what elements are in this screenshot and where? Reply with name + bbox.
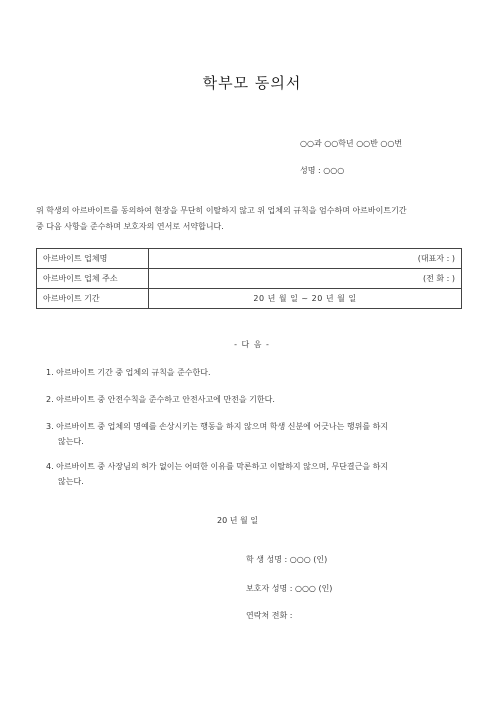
section-heading: - 다 음 - — [234, 340, 270, 349]
item-text: 1. 아르바이트 기간 중 업체의 규칙을 준수한다. — [46, 368, 211, 377]
representative-field: (대표자 : ) — [417, 254, 455, 263]
list-item — [46, 459, 456, 489]
employment-info-table — [36, 248, 462, 309]
table-row — [37, 269, 462, 289]
class-info: ○○과 ○○학년 ○○반 ○○번 — [300, 139, 403, 148]
table-row — [37, 249, 462, 269]
list-item — [46, 365, 456, 380]
item-text: 2. 아르바이트 중 안전수칙을 준수하고 안전사고에 만전을 기한다. — [46, 395, 275, 404]
student-signature-line: 학 생 성명 : ○○○ (인) — [246, 555, 328, 564]
item-text-continued: 않는다. — [58, 477, 84, 486]
work-period-field[interactable]: 20 년 월 일 ~ 20 년 월 일 — [149, 289, 462, 309]
student-name-line: 성명 : ○○○ — [300, 166, 345, 175]
item-text-continued: 않는다. — [58, 437, 84, 446]
work-period-label: 아르바이트 기간 — [37, 289, 149, 309]
parent-signature-line: 보호자 성명 : ○○○ (인) — [246, 584, 333, 593]
pledge-paragraph — [36, 203, 476, 235]
item-text: 4. 아르바이트 중 사장님의 허가 없이는 어떠한 이유를 막론하고 이탈하지 않으며, 무단결근을 하지 — [46, 462, 389, 471]
contact-phone-line: 연락처 전화 : — [246, 611, 293, 620]
document-title: 학부모 동의서 — [202, 74, 302, 92]
company-name-label: 아르바이트 업체명 — [37, 249, 149, 269]
phone-field: (전 화 : ) — [422, 274, 455, 283]
signing-date: 20 년 월 일 — [217, 516, 258, 525]
pledge-line-2: 중 다음 사항을 준수하며 보호자의 연서로 서약합니다. — [36, 222, 224, 231]
company-name-field[interactable] — [149, 249, 462, 269]
list-item — [46, 392, 456, 407]
item-text: 3. 아르바이트 중 업체의 명예를 손상시키는 행동을 하지 않으며 학생 신분에 어긋나는 행위를 하지 — [46, 422, 389, 431]
company-address-field[interactable] — [149, 269, 462, 289]
company-address-label: 아르바이트 업체 주소 — [37, 269, 149, 289]
pledge-line-1: 위 학생의 아르바이트를 동의하여 현장을 무단히 이탈하지 않고 위 업체의 규칙을 엄수하며 아르바이트기간 — [36, 206, 407, 215]
list-item — [46, 419, 456, 449]
table-row — [37, 289, 462, 309]
